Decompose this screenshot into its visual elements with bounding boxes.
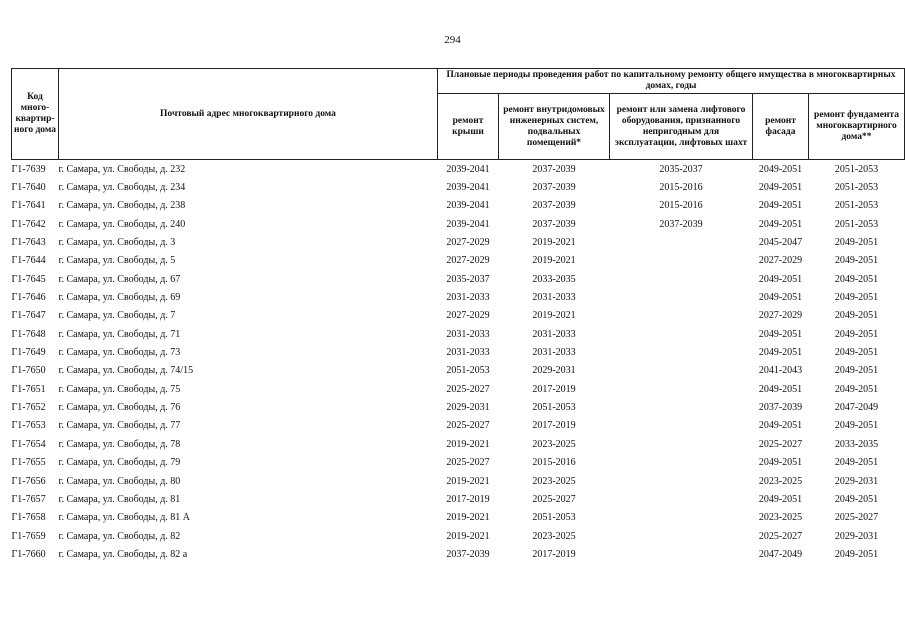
cell-roof: 2039-2041 xyxy=(446,182,490,194)
table-row xyxy=(12,325,905,343)
cell-engineering: 2037-2039 xyxy=(532,218,576,230)
cell-address: г. Самара, ул. Свободы, д. 238 xyxy=(58,200,186,212)
cell-engineering: 2029-2031 xyxy=(532,365,576,377)
cell-facade: 2049-2051 xyxy=(758,273,803,285)
cell-roof: 2039-2041 xyxy=(446,163,490,175)
cell-engineering: 2031-2033 xyxy=(532,347,576,359)
cell-code: Г1-7652 xyxy=(11,402,46,414)
cell-engineering: 2019-2021 xyxy=(532,310,576,322)
cell-engineering: 2031-2033 xyxy=(532,328,576,340)
cell-engineering: 2017-2019 xyxy=(532,548,576,560)
cell-engineering: 2037-2039 xyxy=(532,163,576,175)
cell-lift xyxy=(610,233,753,251)
cell-lift xyxy=(610,490,753,508)
cell-code: Г1-7653 xyxy=(11,420,46,432)
cell-code: Г1-7639 xyxy=(11,163,46,175)
cell-address: г. Самара, ул. Свободы, д. 82 а xyxy=(58,548,188,560)
cell-code: Г1-7641 xyxy=(11,200,46,212)
cell-engineering: 2019-2021 xyxy=(532,255,576,267)
cell-foundation: 2051-2053 xyxy=(834,163,879,175)
cell-address: г. Самара, ул. Свободы, д. 82 xyxy=(58,530,181,542)
cell-roof: 2031-2033 xyxy=(446,292,490,304)
cell-code: Г1-7640 xyxy=(11,182,46,194)
cell-lift xyxy=(610,509,753,527)
cell-facade: 2049-2051 xyxy=(758,292,803,304)
cell-code: Г1-7646 xyxy=(11,292,46,304)
cell-address: г. Самара, ул. Свободы, д. 80 xyxy=(58,475,181,487)
cell-engineering: 2023-2025 xyxy=(532,438,576,450)
cell-lift xyxy=(610,398,753,416)
cell-facade: 2049-2051 xyxy=(758,420,803,432)
cell-code: Г1-7650 xyxy=(11,365,46,377)
cell-roof: 2027-2029 xyxy=(446,310,490,322)
cell-lift xyxy=(610,545,753,563)
cell-foundation: 2049-2051 xyxy=(834,383,879,395)
cell-facade: 2023-2025 xyxy=(758,475,803,487)
cell-code: Г1-7659 xyxy=(11,530,46,542)
cell-roof: 2025-2027 xyxy=(446,383,490,395)
cell-foundation: 2047-2049 xyxy=(834,402,879,414)
header-lift: ремонт или замена лифтового оборудования, признанного непригодным для эксплуатации, лифтовых шахт xyxy=(610,94,753,160)
table-row xyxy=(12,233,905,251)
table-row xyxy=(12,545,905,563)
repair-schedule-table xyxy=(11,68,905,564)
cell-facade: 2049-2051 xyxy=(758,383,803,395)
cell-roof: 2037-2039 xyxy=(446,548,490,560)
cell-code: Г1-7648 xyxy=(11,328,46,340)
table-row xyxy=(12,509,905,527)
cell-facade: 2037-2039 xyxy=(758,402,803,414)
cell-code: Г1-7660 xyxy=(11,548,46,560)
cell-engineering: 2017-2019 xyxy=(532,420,576,432)
cell-code: Г1-7658 xyxy=(11,512,46,524)
cell-code: Г1-7643 xyxy=(11,237,46,249)
cell-lift: 2037-2039 xyxy=(659,218,703,230)
cell-facade: 2049-2051 xyxy=(758,493,803,505)
cell-address: г. Самара, ул. Свободы, д. 73 xyxy=(58,347,181,359)
cell-foundation: 2049-2051 xyxy=(834,420,879,432)
cell-foundation: 2049-2051 xyxy=(834,255,879,267)
cell-engineering: 2031-2033 xyxy=(532,292,576,304)
cell-lift xyxy=(610,380,753,398)
cell-facade: 2049-2051 xyxy=(758,218,803,230)
cell-address: г. Самара, ул. Свободы, д. 79 xyxy=(58,457,181,469)
cell-foundation: 2049-2051 xyxy=(834,273,879,285)
cell-engineering: 2033-2035 xyxy=(532,273,576,285)
cell-address: г. Самара, ул. Свободы, д. 67 xyxy=(58,273,181,285)
cell-code: Г1-7654 xyxy=(11,438,46,450)
table-row xyxy=(12,288,905,306)
cell-lift xyxy=(610,472,753,490)
cell-foundation: 2049-2051 xyxy=(834,457,879,469)
cell-facade: 2041-2043 xyxy=(758,365,803,377)
table-body xyxy=(12,160,905,564)
cell-engineering: 2037-2039 xyxy=(532,200,576,212)
cell-code: Г1-7647 xyxy=(11,310,46,322)
cell-address: г. Самара, ул. Свободы, д. 74/15 xyxy=(58,365,194,377)
cell-facade: 2049-2051 xyxy=(758,163,803,175)
cell-foundation: 2033-2035 xyxy=(834,438,879,450)
table-row xyxy=(12,178,905,196)
table-row xyxy=(12,362,905,380)
cell-lift xyxy=(610,270,753,288)
cell-address: г. Самара, ул. Свободы, д. 78 xyxy=(58,438,181,450)
cell-address: г. Самара, ул. Свободы, д. 7 xyxy=(58,310,176,322)
table-row xyxy=(12,270,905,288)
cell-roof: 2039-2041 xyxy=(446,200,490,212)
cell-roof: 2031-2033 xyxy=(446,328,490,340)
header-roof: ремонт крыши xyxy=(438,94,499,160)
table-row xyxy=(12,398,905,416)
cell-foundation: 2029-2031 xyxy=(834,530,879,542)
cell-roof: 2035-2037 xyxy=(446,273,490,285)
cell-foundation: 2049-2051 xyxy=(834,493,879,505)
cell-lift xyxy=(610,252,753,270)
cell-code: Г1-7656 xyxy=(11,475,46,487)
cell-code: Г1-7642 xyxy=(11,218,46,230)
cell-engineering: 2037-2039 xyxy=(532,182,576,194)
cell-facade: 2049-2051 xyxy=(758,200,803,212)
cell-foundation: 2025-2027 xyxy=(834,512,879,524)
table-row xyxy=(12,380,905,398)
cell-lift xyxy=(610,343,753,361)
table-row xyxy=(12,307,905,325)
table-row xyxy=(12,435,905,453)
cell-lift: 2015-2016 xyxy=(659,200,703,212)
cell-lift xyxy=(610,288,753,306)
cell-facade: 2045-2047 xyxy=(758,237,803,249)
table-row xyxy=(12,252,905,270)
cell-engineering: 2051-2053 xyxy=(532,402,576,414)
cell-foundation: 2049-2051 xyxy=(834,328,879,340)
table-row xyxy=(12,472,905,490)
cell-roof: 2025-2027 xyxy=(446,457,490,469)
cell-foundation: 2049-2051 xyxy=(834,292,879,304)
table-row xyxy=(12,215,905,233)
header-code: Код много-квартир-ного дома xyxy=(12,69,59,160)
header-address: Почтовый адрес многоквартирного дома xyxy=(59,69,438,160)
cell-address: г. Самара, ул. Свободы, д. 77 xyxy=(58,420,181,432)
cell-roof: 2019-2021 xyxy=(446,512,490,524)
header-periods-group: Плановые периоды проведения работ по капитальному ремонту общего имущества в многоквартирных домах, годы xyxy=(438,69,905,94)
cell-engineering: 2023-2025 xyxy=(532,530,576,542)
header-facade: ремонт фасада xyxy=(753,94,809,160)
cell-lift xyxy=(610,435,753,453)
cell-lift xyxy=(610,417,753,435)
cell-code: Г1-7644 xyxy=(11,255,46,267)
cell-facade: 2025-2027 xyxy=(758,438,803,450)
cell-roof: 2027-2029 xyxy=(446,255,490,267)
cell-facade: 2027-2029 xyxy=(758,310,803,322)
table-row xyxy=(12,160,905,179)
cell-roof: 2051-2053 xyxy=(446,365,490,377)
cell-foundation: 2049-2051 xyxy=(834,365,879,377)
cell-foundation: 2051-2053 xyxy=(834,218,879,230)
table-row xyxy=(12,490,905,508)
cell-facade: 2025-2027 xyxy=(758,530,803,542)
cell-address: г. Самара, ул. Свободы, д. 5 xyxy=(58,255,176,267)
cell-roof: 2019-2021 xyxy=(446,475,490,487)
cell-engineering: 2025-2027 xyxy=(532,493,576,505)
cell-address: г. Самара, ул. Свободы, д. 81 А xyxy=(58,512,191,524)
page-number: 294 xyxy=(444,34,461,46)
cell-code: Г1-7649 xyxy=(11,347,46,359)
table-row xyxy=(12,417,905,435)
cell-roof: 2025-2027 xyxy=(446,420,490,432)
cell-facade: 2049-2051 xyxy=(758,347,803,359)
cell-address: г. Самара, ул. Свободы, д. 234 xyxy=(58,182,186,194)
table-row xyxy=(12,527,905,545)
cell-address: г. Самара, ул. Свободы, д. 81 xyxy=(58,493,181,505)
cell-lift xyxy=(610,362,753,380)
cell-facade: 2027-2029 xyxy=(758,255,803,267)
cell-roof: 2029-2031 xyxy=(446,402,490,414)
cell-foundation: 2051-2053 xyxy=(834,182,879,194)
cell-code: Г1-7657 xyxy=(11,493,46,505)
table-row xyxy=(12,454,905,472)
header-row-top xyxy=(12,69,905,94)
cell-engineering: 2015-2016 xyxy=(532,457,576,469)
cell-lift xyxy=(610,454,753,472)
cell-roof: 2039-2041 xyxy=(446,218,490,230)
cell-lift xyxy=(610,527,753,545)
cell-foundation: 2049-2051 xyxy=(834,347,879,359)
cell-roof: 2031-2033 xyxy=(446,347,490,359)
cell-address: г. Самара, ул. Свободы, д. 76 xyxy=(58,402,181,414)
cell-engineering: 2051-2053 xyxy=(532,512,576,524)
cell-lift: 2035-2037 xyxy=(659,163,703,175)
cell-roof: 2027-2029 xyxy=(446,237,490,249)
header-foundation: ремонт фундамента многоквартирного дома** xyxy=(809,94,905,160)
header-engineering: ремонт внутридомовых инженерных систем, подвальных помещений* xyxy=(499,94,610,160)
cell-engineering: 2023-2025 xyxy=(532,475,576,487)
cell-address: г. Самара, ул. Свободы, д. 75 xyxy=(58,383,181,395)
cell-engineering: 2017-2019 xyxy=(532,383,576,395)
cell-facade: 2047-2049 xyxy=(758,548,803,560)
cell-roof: 2019-2021 xyxy=(446,530,490,542)
cell-code: Г1-7655 xyxy=(11,457,46,469)
cell-address: г. Самара, ул. Свободы, д. 240 xyxy=(58,218,186,230)
cell-address: г. Самара, ул. Свободы, д. 69 xyxy=(58,292,181,304)
cell-code: Г1-7645 xyxy=(11,273,46,285)
cell-lift: 2015-2016 xyxy=(659,182,703,194)
table-row xyxy=(12,343,905,361)
cell-lift xyxy=(610,307,753,325)
table-row xyxy=(12,197,905,215)
cell-facade: 2049-2051 xyxy=(758,457,803,469)
cell-address: г. Самара, ул. Свободы, д. 3 xyxy=(58,237,176,249)
cell-lift xyxy=(610,325,753,343)
cell-facade: 2023-2025 xyxy=(758,512,803,524)
cell-foundation: 2029-2031 xyxy=(834,475,879,487)
cell-roof: 2019-2021 xyxy=(446,438,490,450)
cell-address: г. Самара, ул. Свободы, д. 232 xyxy=(58,163,186,175)
cell-facade: 2049-2051 xyxy=(758,182,803,194)
cell-facade: 2049-2051 xyxy=(758,328,803,340)
cell-foundation: 2049-2051 xyxy=(834,548,879,560)
cell-code: Г1-7651 xyxy=(11,383,46,395)
cell-engineering: 2019-2021 xyxy=(532,237,576,249)
cell-foundation: 2051-2053 xyxy=(834,200,879,212)
cell-foundation: 2049-2051 xyxy=(834,237,879,249)
cell-address: г. Самара, ул. Свободы, д. 71 xyxy=(58,328,181,340)
cell-roof: 2017-2019 xyxy=(446,493,490,505)
cell-foundation: 2049-2051 xyxy=(834,310,879,322)
